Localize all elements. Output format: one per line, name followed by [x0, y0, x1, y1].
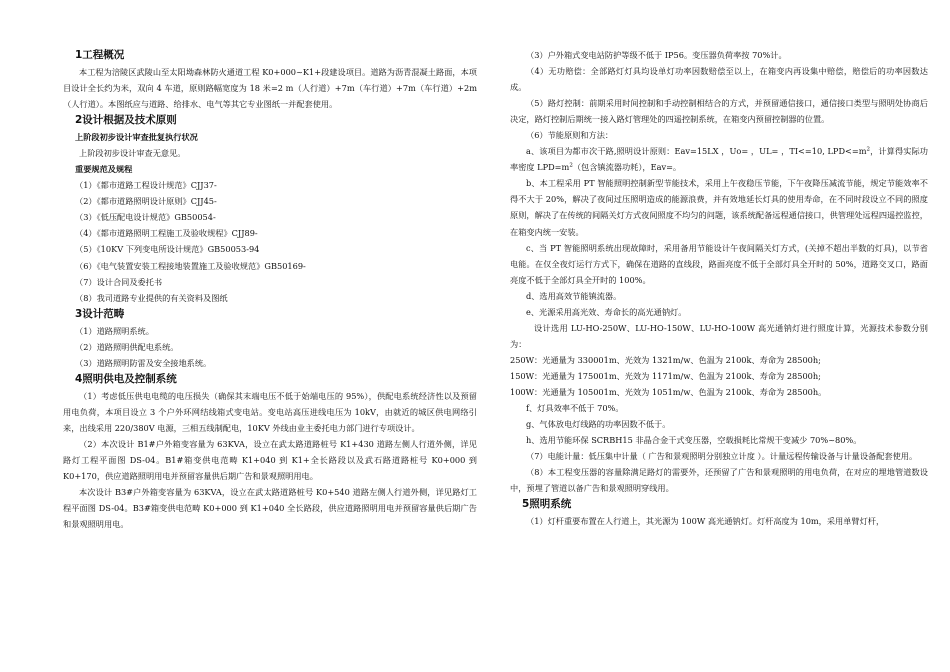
paragraph-energy-g: g、气体放电灯线路的功率因数不低于。 [526, 419, 671, 430]
list-item: （5）《10KV 下列变电所设计规范》GB50053-94 [75, 244, 260, 255]
list-item: （1）道路照明系统。 [75, 325, 154, 336]
list-item: 250W：光通量为 330001m、光效为 1321m/w、色温为 2100k、寿命为 28500h; [510, 354, 821, 365]
paragraph-energy-heading: （6）节能原则和方法： [526, 130, 614, 141]
paragraph-reactive-compensation: （4）无功赔偿：全部路灯灯具均设单灯功率因数赔偿至以上，在箱变内再设集中赔偿，赔偿后的功率因数达成。 [510, 66, 928, 93]
section-2-title: 2设计根据及技术原则 [75, 114, 177, 127]
subsection-standards-title: 重要规范及规程 [75, 164, 133, 175]
right-column [510, 47, 928, 529]
list-item: （3）《低压配电设计规范》GB50054- [75, 212, 216, 223]
standards-list [63, 177, 477, 305]
paragraph-protection: （3）户外箱式变电站防护等级不低于 IP56。变压器负荷率按 70%计。 [526, 50, 787, 60]
list-item: （1）《都市道路工程设计规范》CJJ37- [75, 180, 217, 191]
section-3-title: 3设计范畴 [75, 307, 125, 320]
list-item: 150W：光通量为 175001m、光效为 1171m/w、色温为 2100k、寿命为 28500h; [510, 370, 821, 381]
energy-a-text-2: ，计算得实际功率密度 LPD=m [510, 146, 928, 173]
section-4-title: 4照明供电及控制系统 [75, 372, 177, 385]
left-column [63, 47, 477, 532]
list-item: （7）设计合同及委托书 [75, 276, 163, 287]
energy-a-text-3: （包含镇流器功耗），Eav=。 [572, 162, 682, 173]
list-item: （2）道路照明供配电系统。 [75, 341, 179, 352]
paragraph-energy-c: c、当 PT 智能照明系统出现故障时，采用备用节能设计午夜间隔关灯方式，(关掉不超出半数的灯具)，以节省电能。在仅全夜灯运行方式下，确保在道路的直线段，路面亮度不低于全部灯具全开时的 50%，道路交叉口，路面亮度不低于全部灯具全开时的 100%。 [510, 242, 928, 285]
paragraph-energy-f: f、灯具效率不低于 70%。 [526, 403, 624, 414]
paragraph-energy-a [510, 143, 928, 175]
paragraph-transformer-capacity: （8）本工程变压器的容量除满足路灯的需要外，还预留了广告和景观照明的用电负荷，在对应的埋地管道数设中，预埋了管道以备广告和景观照明穿线用。 [510, 467, 928, 494]
section-1-paragraph: 本工程为涪陵区武陵山至太阳坳森林防火通道工程 K0+000~K1+段建设项目。道路为沥青混凝土路面，本项目设计全长约为米，双向 4 车道，原则路幅宽度为 18 米=2 m（人行道）+7m（车行道）+7m（车行道）+2m（人行道）。本图纸应与道路、给排水、电气等其它专业图纸一并配套使用。 [63, 67, 477, 110]
paragraph-energy-e: e、光源采用高光效、寿命长的高光通钠灯。 [526, 306, 687, 317]
list-item: （2）《都市道路照明设计原则》CJJ45- [75, 196, 217, 207]
list-item: 100W：光通量为 105001m、光效为 1051m/w、色温为 2100k、寿命为 28500h。 [510, 386, 827, 397]
section-1-title: 1工程概况 [75, 49, 125, 61]
superscript: 2 [866, 146, 870, 153]
list-item: （8）我司道路专业提供的有关资料及图纸 [75, 292, 228, 303]
section-5-title: 5照明系统 [522, 498, 572, 511]
lamp-parameters-list [510, 352, 928, 400]
paragraph-energy-d: d、选用高效节能镇流器。 [526, 290, 622, 301]
paragraph-lamp-selection: 设计选用 LU-HO-250W、LU-HO-150W、LU-HO-100W 高光通钠灯进行照度计算，光源技术参数分别为： [510, 322, 928, 349]
energy-a-text: a、该项目为都市次干路,照明设计原则：Eav=15LX ，Uo= ，UL= ，TI<=10, LPD<=m [526, 146, 867, 157]
section-4-paragraph-1: （1）考虑低压供电电缆的电压损失（确保其末端电压不低于始端电压的 95%），供配电系统经济性以及预留用电负荷，本项目设立 3 个户外环网结线箱式变电站。变电站高压进线电压为 10kV，由就近的城区供电网络引来，出线采用 220/380V 电源，三相五线制配电，10KV 外线由业主委托电力部门进行专项设计。 [63, 390, 477, 433]
list-item: （4）《都市道路照明工程施工及验收规程》CJJ89- [75, 228, 258, 239]
paragraph-metering: （7）电能计量：低压集中计量（ 广告和景观照明分别独立计度 ）。计量远程传输设备与计量设备配套使用。 [526, 451, 918, 462]
superscript: 2 [569, 162, 573, 169]
paragraph-lighting-control: （5）路灯控制：前期采用时间控制和手动控制相结合的方式，并预留通信接口，通信接口类型与照明处协商后决定，路灯控制后期统一接入路灯管理处的四遥控制系统，在箱变内预留控制器的位置。 [510, 98, 928, 125]
list-item: （6）《电气装置安装工程接地装置施工及验收规范》GB50169- [75, 260, 306, 271]
paragraph-energy-h: h、选用节能环保 SCRBH15 非晶合金干式变压器，空载损耗比常规干变减少 70%~80%。 [526, 435, 862, 446]
subsection-review-text: 上阶段初步设计审查无意见。 [79, 148, 186, 159]
scope-list [63, 323, 477, 371]
list-item: （3）道路照明防雷及安全接地系统。 [75, 357, 212, 368]
section-4-paragraph-2: （2）本次设计 B1#户外箱变容量为 63KVA，设立在武太路道路桩号 K1+430 道路左侧人行道外侧，详见路灯工程平面图 DS-04。B1#箱变供电范畴 K1+040 到 K1+全长路段以及武石路道路桩号 K0+000 到 K0+170，供应道路照明用电并预留容量供后期广告和景观照明用电。 [63, 438, 477, 482]
section-4-paragraph-3: 本次设计 B3#户外箱变容量为 63KVA，设立在武太路道路桩号 K0+540 道路左侧人行道外侧，详见路灯工程平面图 DS-04。B3#箱变供电范畴 K0+000 到 K1+040 全长路段，供应道路照明用电并预留容量供后期广告和景观照明用电。 [63, 487, 477, 530]
section-5-paragraph-1: （1）灯杆重要布置在人行道上，其光源为 100W 高光通钠灯。灯杆高度为 10m，采用单臂灯杆， [526, 516, 885, 527]
paragraph-energy-b: b、本工程采用 PT 智能照明控制新型节能技术，采用上午夜稳压节能，下午夜降压减流节能，规定节能效率不得不大于 20%，解决了夜间过压照明造成的能源浪费，并有效地延长灯具的使用寿命，在不同时段设立不同的照度原则，解决了在传统的间隔关灯方式夜间照度不均匀的问题，该系统配备远程通信接口，供管理处远程四遥控监控，在箱变内统一安装。 [510, 178, 928, 237]
subsection-review-title: 上阶段初步设计审查批复执行状况 [75, 132, 198, 143]
